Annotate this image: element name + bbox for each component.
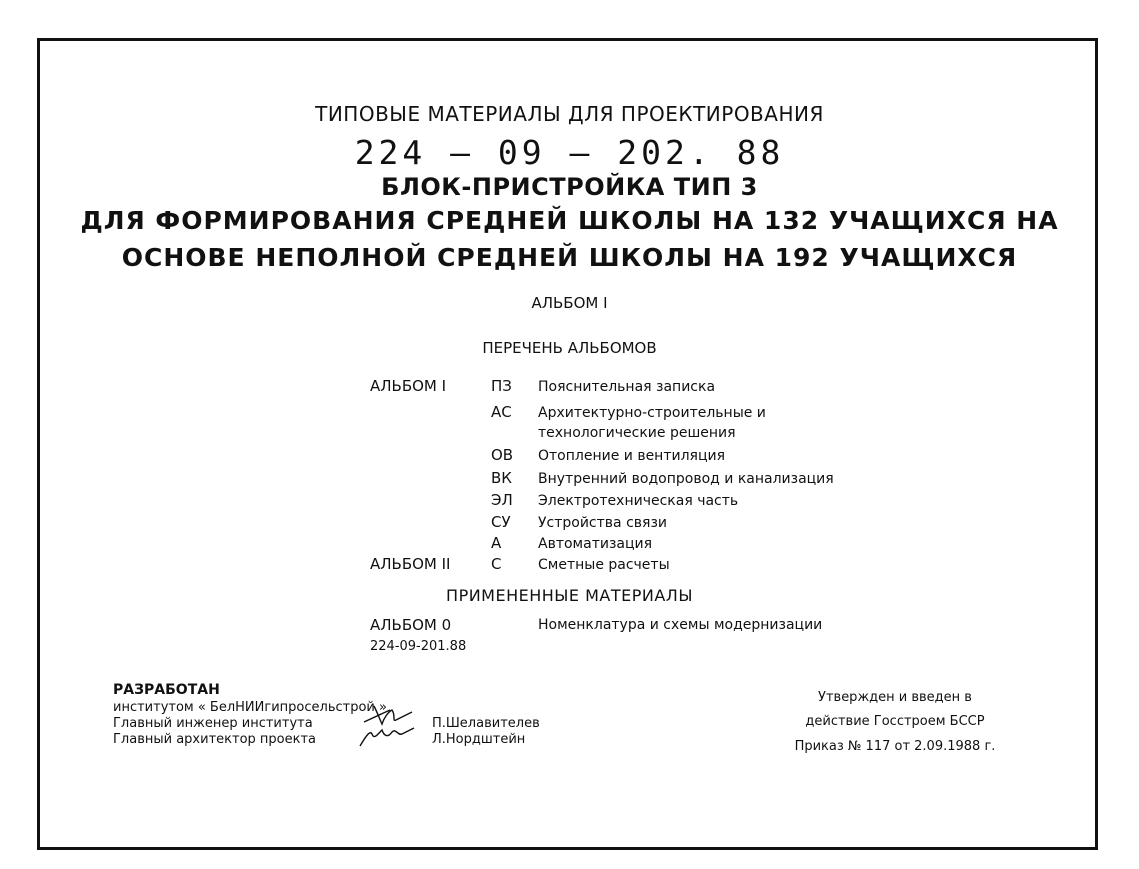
section-code: ОВ <box>491 446 514 464</box>
applied-album-desc: Номенклатура и схемы модернизации <box>538 617 823 633</box>
section-code: ЭЛ <box>491 491 513 509</box>
approval-line-2: действие Госстроем БССР <box>805 714 985 729</box>
section-desc: технологические решения <box>538 425 736 441</box>
approval-line-1: Утвержден и введен в <box>818 690 972 705</box>
albums-list-heading: ПЕРЕЧЕНЬ АЛЬБОМОВ <box>482 339 657 357</box>
block-title: БЛОК-ПРИСТРОЙКА ТИП 3 <box>381 173 758 201</box>
chief-architect-role: Главный архитектор проекта <box>113 732 316 747</box>
developer-title: РАЗРАБОТАН <box>113 682 220 698</box>
chief-engineer-role: Главный инженер института <box>113 716 313 731</box>
chief-engineer-name: П.Шелавителев <box>432 716 540 731</box>
section-code: ПЗ <box>491 377 512 395</box>
section-desc: Архитектурно-строительные и <box>538 405 766 421</box>
section-code: А <box>491 534 502 552</box>
series-title: ТИПОВЫЕ МАТЕРИАЛЫ ДЛЯ ПРОЕКТИРОВАНИЯ <box>315 102 824 126</box>
section-desc: Электротехническая часть <box>538 493 739 509</box>
section-desc: Устройства связи <box>538 515 667 531</box>
section-desc: Пояснительная записка <box>538 379 716 395</box>
applied-album-name: АЛЬБОМ 0 <box>370 616 452 634</box>
applied-materials-heading: ПРИМЕНЕННЫЕ МАТЕРИАЛЫ <box>446 586 693 605</box>
section-code: СУ <box>491 513 511 531</box>
developer-institute: институтом « БелНИИгипросельстрой » <box>113 700 387 715</box>
purpose-line-2: ОСНОВЕ НЕПОЛНОЙ СРЕДНЕЙ ШКОЛЫ НА 192 УЧАЩИХСЯ <box>121 243 1018 272</box>
chief-architect-name: Л.Нордштейн <box>432 732 526 747</box>
applied-album-code: 224-09-201.88 <box>370 639 467 654</box>
section-desc: Внутренний водопровод и канализация <box>538 471 834 487</box>
section-desc: Автоматизация <box>538 536 653 552</box>
project-code: 224 — 09 — 202. 88 <box>354 133 785 172</box>
section-desc: Отопление и вентиляция <box>538 448 726 464</box>
album-label: АЛЬБОМ I <box>531 294 608 312</box>
section-desc: Сметные расчеты <box>538 557 670 573</box>
signature-architect <box>360 728 414 746</box>
approval-line-3: Приказ № 117 от 2.09.1988 г. <box>794 739 996 754</box>
signatures <box>352 700 432 750</box>
section-code: АС <box>491 403 512 421</box>
album-name: АЛЬБОМ I <box>370 377 447 395</box>
album-name: АЛЬБОМ II <box>370 555 451 573</box>
section-code: ВК <box>491 469 512 487</box>
purpose-line-1: ДЛЯ ФОРМИРОВАНИЯ СРЕДНЕЙ ШКОЛЫ НА 132 УЧАЩИХСЯ НА <box>80 206 1059 235</box>
section-code: С <box>491 555 502 573</box>
signature-engineer <box>364 706 412 724</box>
